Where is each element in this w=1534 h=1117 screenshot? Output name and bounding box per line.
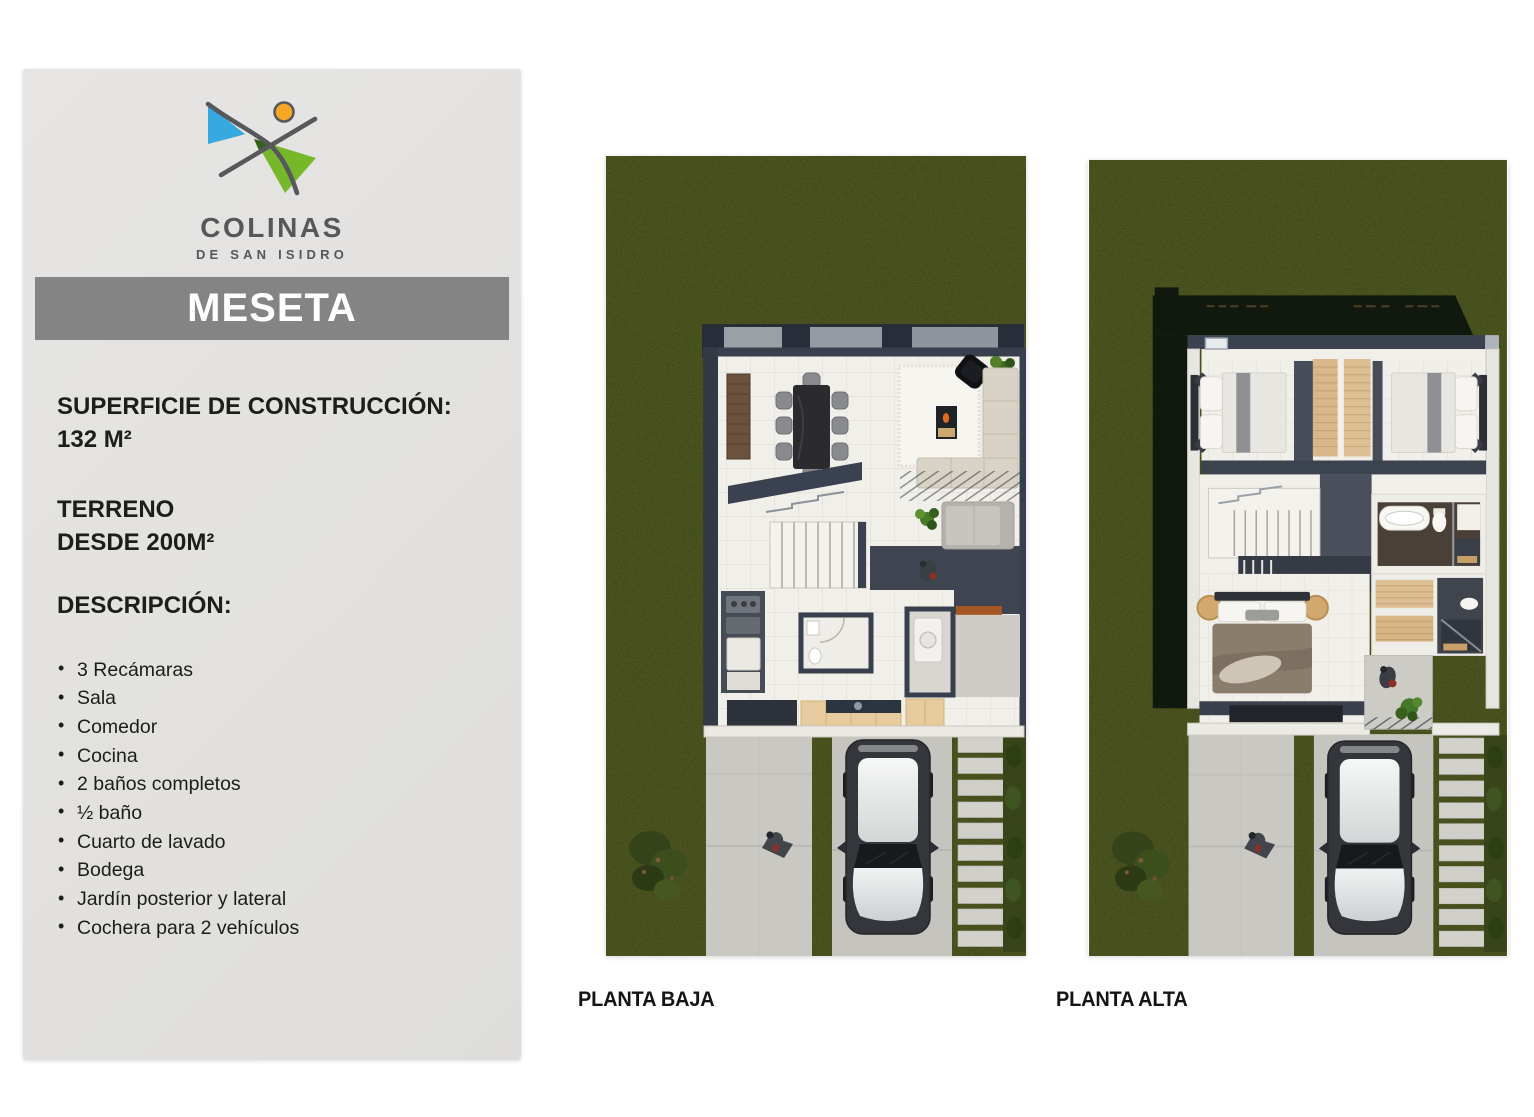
land-spec [57, 493, 487, 559]
laundry-room [907, 609, 953, 695]
wood-cabinet [727, 374, 750, 459]
entry-porch [954, 615, 1020, 697]
feature-item: • 2 baños completos [57, 771, 487, 800]
brand-name: COLINAS [200, 212, 344, 243]
feature-item: • Sala [57, 685, 487, 714]
plan-label-upper: PLANTA ALTA [1056, 988, 1188, 1011]
balcony [1365, 656, 1433, 730]
plan-label-ground: PLANTA BAJA [578, 988, 715, 1011]
construction-spec [57, 390, 487, 456]
info-panel [23, 69, 521, 1060]
model-title: MESETA [187, 286, 357, 330]
gray-sofa [942, 502, 1014, 549]
bathroom-shared [1372, 494, 1486, 574]
kitchen-counter [721, 591, 765, 693]
fire-table [936, 406, 957, 439]
construction-label: SUPERFICIE DE CONSTRUCCIÓN: [57, 393, 452, 420]
colinas-logo-icon [202, 98, 342, 208]
staircase [770, 522, 866, 588]
tv-console [1229, 705, 1342, 722]
land-value: DESDE 200M² [57, 529, 215, 556]
construction-value: 132 M² [57, 426, 132, 453]
closet-ensuite [1372, 574, 1486, 656]
floorplan-planta-alta [1088, 160, 1508, 956]
feature-item: • Comedor [57, 713, 487, 742]
feature-item: • Bodega [57, 857, 487, 886]
land-label: TERRENO [57, 496, 175, 523]
feature-list [57, 656, 487, 943]
doormat [956, 606, 1002, 615]
feature-item: • Cochera para 2 vehículos [57, 914, 487, 943]
feature-item: • ½ baño [57, 799, 487, 828]
floorplan-planta-baja [606, 156, 1026, 956]
brand-subtitle: DE SAN ISIDRO [195, 247, 349, 262]
half-bath [801, 615, 871, 671]
closet-wood [1313, 359, 1371, 457]
feature-item: • 3 Recámaras [57, 656, 487, 685]
feature-item: • Cuarto de lavado [57, 828, 487, 857]
panel-content [23, 390, 521, 943]
feature-item: • Cocina [57, 742, 487, 771]
house-ground-floor [702, 324, 1024, 737]
feature-item: • Jardín posterior y lateral [57, 886, 487, 915]
pergola-shadow [900, 471, 1024, 501]
description-heading: DESCRIPCIÓN: [57, 592, 232, 619]
model-title-bar [35, 277, 509, 340]
window-marker [1205, 338, 1227, 349]
